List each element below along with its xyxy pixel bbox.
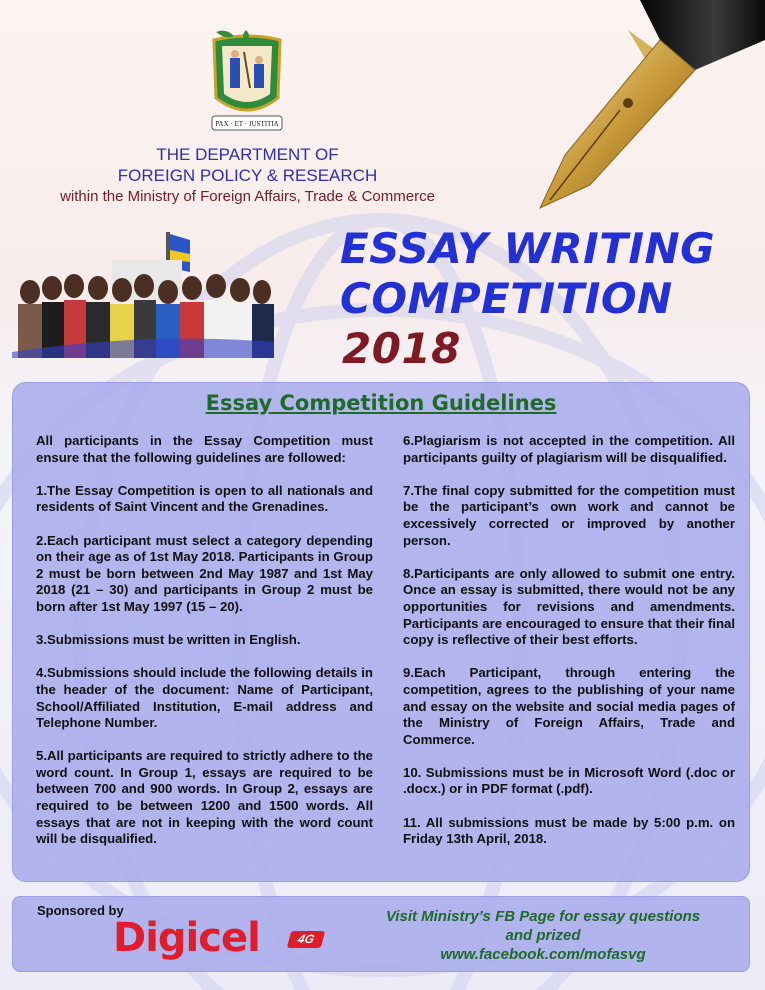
title-line-2: COMPETITION	[340, 274, 673, 323]
guideline-item: 8.Participants are only allowed to submit one entry. Once an essay is submitted, there would not be any opportunities for revisions and amendments. Participants are encouraged to ensure that their final copy is reflective of their best efforts.	[403, 565, 735, 648]
guideline-item: 1.The Essay Competition is open to all nationals and residents of Saint Vincent and the Grenadines.	[36, 482, 373, 515]
guidelines-left-column	[36, 433, 373, 864]
dept-line-2: FOREIGN POLICY & RESEARCH	[117, 166, 378, 185]
fb-line-2: and prized	[505, 927, 581, 944]
competition-title	[340, 224, 750, 374]
digicel-logo: Digicel	[113, 915, 260, 961]
guidelines-panel	[12, 382, 750, 882]
fountain-pen-image	[520, 0, 765, 210]
digicel-4g-badge: 4G	[287, 931, 326, 948]
fb-url-link[interactable]: www.facebook.com/mofasvg	[440, 946, 646, 963]
fb-line-1: Visit Ministry’s FB Page for essay questions	[385, 908, 701, 925]
title-year: 2018	[342, 324, 461, 373]
crest-motto: PAX · ET · JUSTITIA	[215, 120, 279, 128]
guideline-item: 9.Each Participant, through entering the competition, agrees to the publishing of your name and essay on the website and social media pages of the Ministry of Foreign Affairs, Trade and Commerce.	[403, 665, 735, 747]
sponsor-footer	[12, 896, 750, 972]
sponsored-by-label: Sponsored by	[37, 903, 124, 918]
guideline-item: 11. All submissions must be made by 5:00 p.m. on Friday 13th April, 2018.	[403, 814, 735, 847]
guideline-item: 10. Submissions must be in Microsoft Word (.doc or .docx.) or in PDF format (.pdf).	[403, 764, 735, 797]
coat-of-arms-crest	[206, 30, 288, 136]
guideline-item: 5.All participants are required to strictly adhere to the word count. In Group 1, essays are required to be between 700 and 900 words. In Group 2, essays are required to be between 1200 and 1500 words. All essays that are not in keeping with the word count will be disqualified.	[36, 748, 373, 847]
participants-group-photo	[12, 232, 274, 358]
guideline-item: 2.Each participant must select a category depending on their age as of 1st May 2018. Participants in Group 2 must be born between 2nd May 1987 and 1st May 2018 (21 – 30) and participants in Group 2 must be born after 1st May 1997 (15 – 20).	[36, 532, 373, 614]
guidelines-heading: Essay Competition Guidelines	[205, 391, 557, 415]
guidelines-right-column	[403, 433, 735, 864]
guideline-item: 6.Plagiarism is not accepted in the competition. All participants guilty of plagiarism will be disqualified.	[403, 433, 735, 465]
dept-line-1: THE DEPARTMENT OF	[156, 145, 339, 164]
dept-ministry-line: within the Ministry of Foreign Affairs, Trade & Commerce	[60, 188, 435, 205]
department-heading	[0, 144, 495, 207]
title-line-1: ESSAY WRITING	[340, 224, 716, 273]
guideline-intro: All participants in the Essay Competition must ensure that the following guidelines are followed:	[36, 433, 373, 465]
guideline-item: 7.The final copy submitted for the competition must be the participant’s own work and cannot be excessively corrected or improved by another person.	[403, 482, 735, 548]
guideline-item: 3.Submissions must be written in English.	[36, 632, 301, 648]
guideline-item: 4.Submissions should include the following details in the header of the document: Name of Participant, School/Affiliated Institution, E-mail address and Telephone Number.	[36, 665, 373, 731]
facebook-page-note	[343, 907, 743, 964]
